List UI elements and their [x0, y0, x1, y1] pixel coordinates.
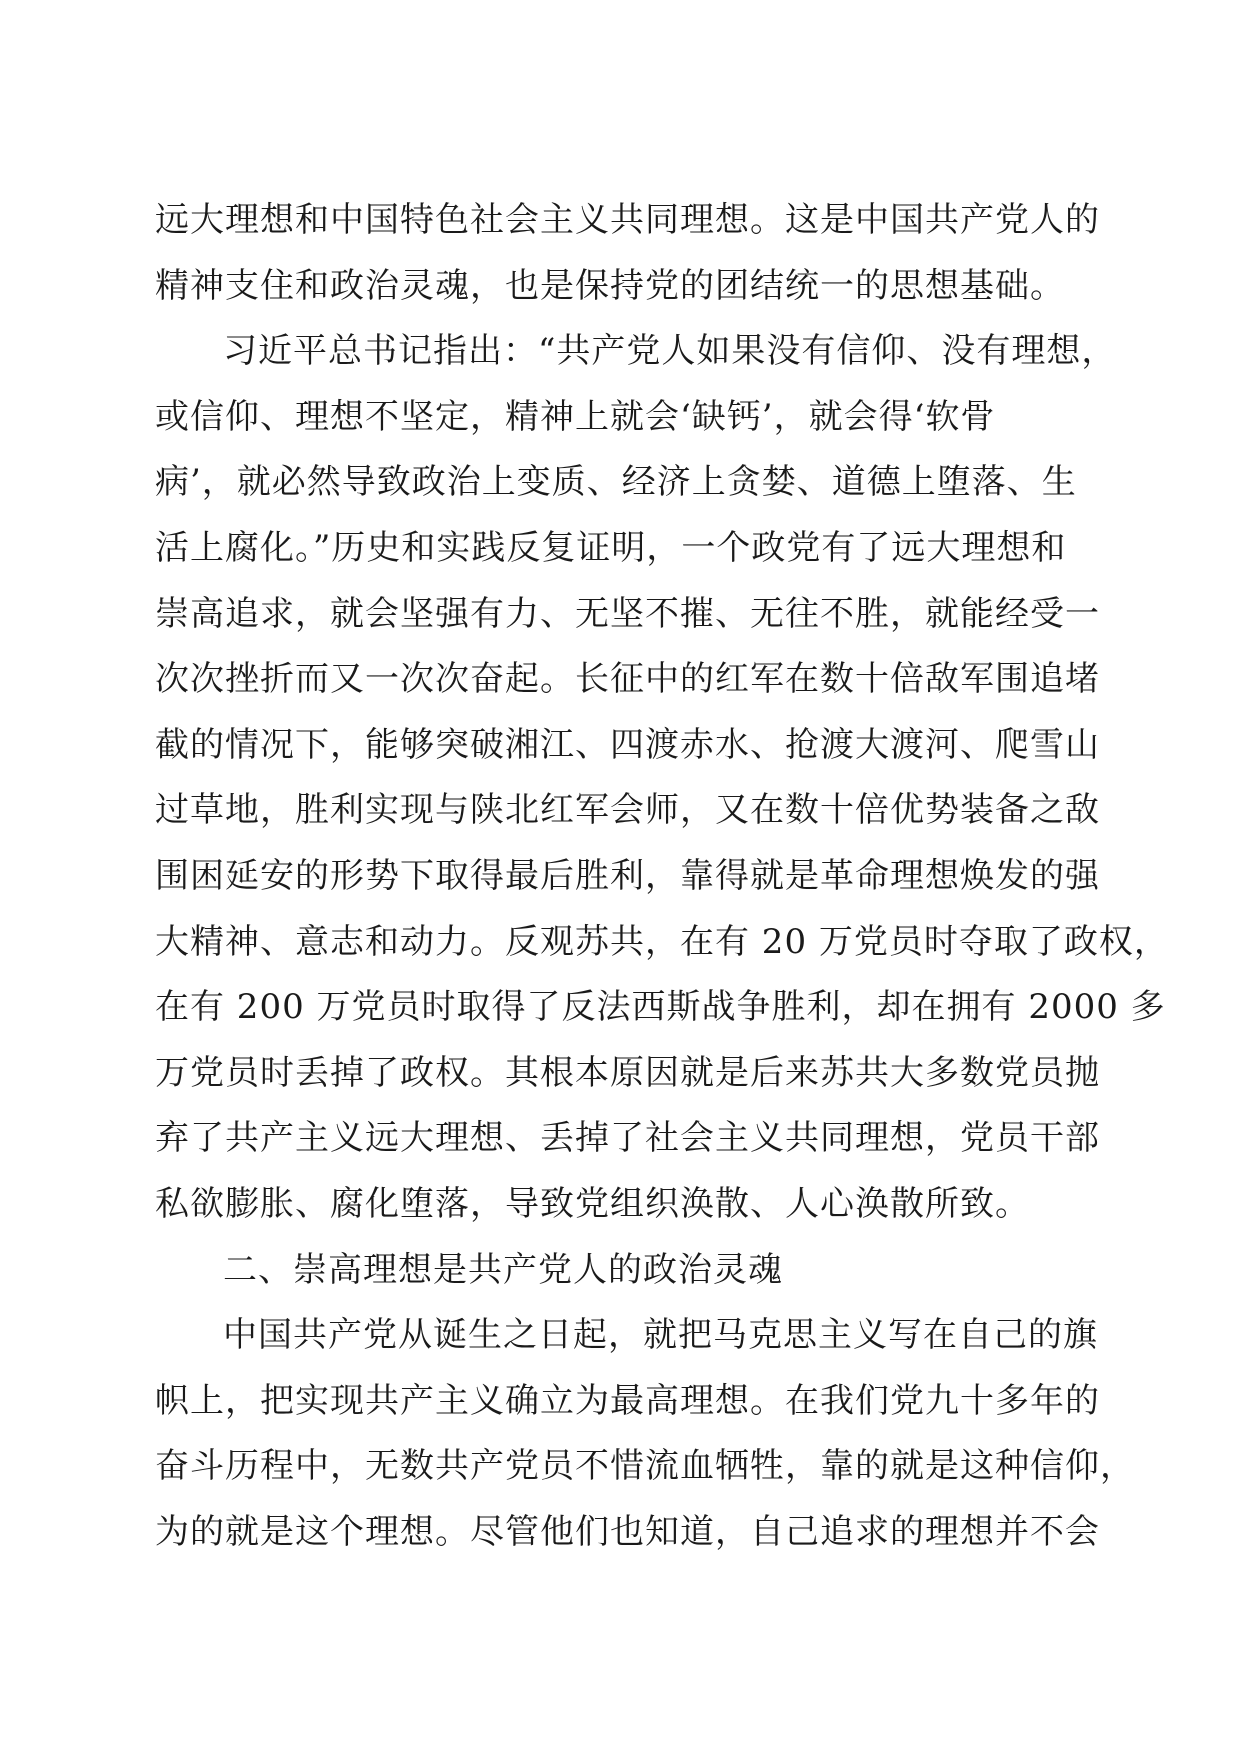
paragraph-start-line: 中国共产党从诞生之日起，就把马克思主义写在自己的旗: [223, 1315, 1098, 1356]
text-line: 病’，就必然导致政治上变质、经济上贪婪、道德上堕落、生: [155, 462, 1077, 503]
text-line: 过草地，胜利实现与陕北红军会师，又在数十倍优势装备之敌: [155, 790, 1100, 831]
text-line: 活上腐化。”历史和实践反复证明，一个政党有了远大理想和: [155, 527, 1067, 568]
text-line: 在有 200 万党员时取得了反法西斯战争胜利，却在拥有 2000 多: [155, 987, 1166, 1028]
text-line: 次次挫折而又一次次奋起。长征中的红军在数十倍敌军围追堵: [155, 659, 1100, 700]
text-line: 奋斗历程中，无数共产党员不惜流血牺牲，靠的就是这种信仰，: [155, 1446, 1135, 1487]
text-line: 或信仰、理想不坚定，精神上就会‘缺钙’，就会得‘软骨: [155, 396, 996, 437]
text-line: 崇高追求，就会坚强有力、无坚不摧、无往不胜，就能经受一: [155, 593, 1100, 634]
text-line: 弃了共产主义远大理想、丢掉了社会主义共同理想，党员干部: [155, 1118, 1100, 1159]
text-line: 为的就是这个理想。尽管他们也知道，自己追求的理想并不会: [155, 1511, 1100, 1552]
text-line: 远大理想和中国特色社会主义共同理想。这是中国共产党人的: [155, 200, 1100, 240]
section-heading: 二、崇高理想是共产党人的政治灵魂: [223, 1249, 783, 1290]
text-line: 精神支住和政治灵魂，也是保持党的团结统一的思想基础。: [155, 265, 1065, 306]
text-line: 围困延安的形势下取得最后胜利，靠得就是革命理想焕发的强: [155, 855, 1100, 896]
text-line: 大精神、意志和动力。反观苏共，在有 20 万党员时夺取了政权，: [155, 921, 1169, 962]
text-line: 私欲膨胀、腐化堕落，导致党组织涣散、人心涣散所致。: [155, 1183, 1030, 1224]
text-line: 万党员时丢掉了政权。其根本原因就是后来苏共大多数党员抛: [155, 1052, 1100, 1093]
body-text: [155, 188, 1169, 1565]
text-line: 截的情况下，能够突破湘江、四渡赤水、抢渡大渡河、爬雪山: [155, 724, 1100, 765]
paragraph-start-line: 习近平总书记指出：“共产党人如果没有信仰、没有理想，: [223, 331, 1117, 372]
text-line: 帜上，把实现共产主义确立为最高理想。在我们党九十多年的: [155, 1380, 1100, 1421]
